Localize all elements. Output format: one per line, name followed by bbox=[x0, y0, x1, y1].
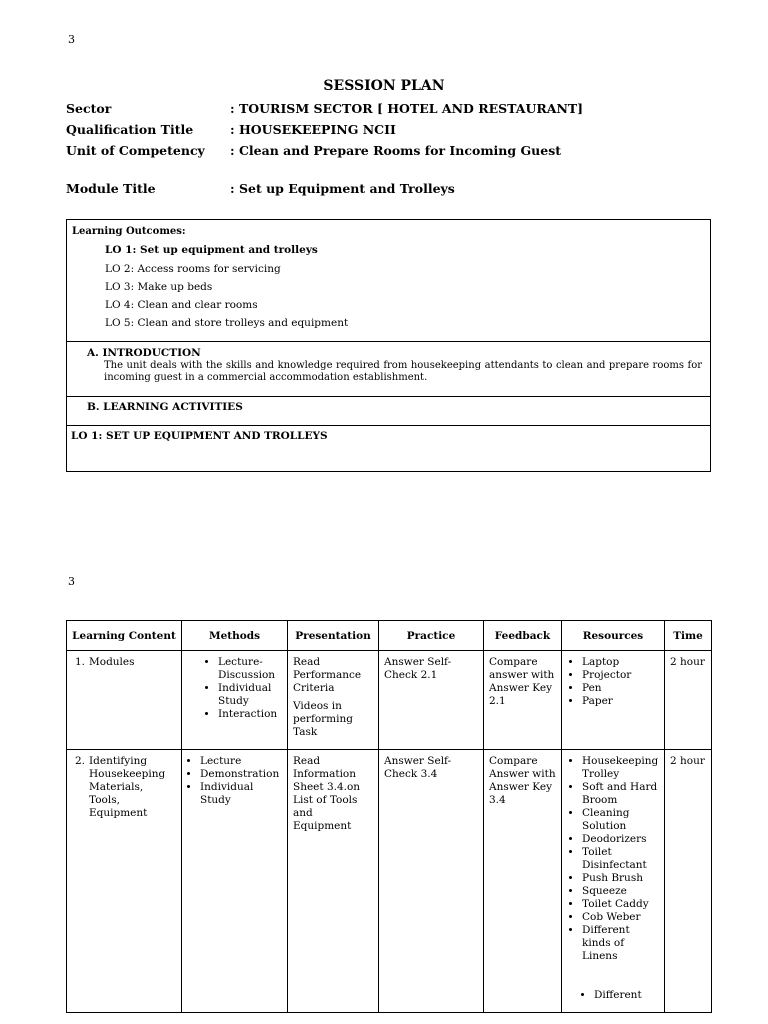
list-item: • Individual Study bbox=[200, 781, 282, 807]
learning-outcomes-box bbox=[66, 219, 711, 472]
outcome-item: LO 1: Set up equipment and trolleys bbox=[105, 244, 318, 256]
time-text: 2 hour bbox=[670, 755, 705, 767]
lo1-heading: LO 1: SET UP EQUIPMENT AND TROLLEYS bbox=[71, 430, 328, 442]
list-item: • Push Brush bbox=[582, 872, 659, 885]
list-item: • Deodorizers bbox=[582, 833, 659, 846]
divider bbox=[67, 425, 710, 426]
column-header: Presentation bbox=[288, 621, 379, 651]
sector-label: Sector bbox=[66, 101, 112, 116]
list-item: • Different bbox=[594, 989, 659, 1002]
practice-text: Answer Self-Check 3.4 bbox=[384, 755, 452, 780]
content-text: Modules bbox=[89, 656, 135, 668]
sector-value: : TOURISM SECTOR [ HOTEL AND RESTAURANT] bbox=[230, 101, 584, 116]
list-item: • Pen bbox=[582, 682, 659, 695]
column-header: Practice bbox=[379, 621, 484, 651]
list-item: • Toilet Disinfectant bbox=[582, 846, 659, 872]
table-header-row bbox=[67, 621, 712, 651]
page-number: 3 bbox=[68, 575, 75, 588]
list-item: • Different kinds of Linens bbox=[582, 924, 659, 963]
page-title: SESSION PLAN bbox=[323, 78, 445, 94]
outcomes-heading: Learning Outcomes: bbox=[72, 226, 186, 237]
methods-cell bbox=[182, 651, 288, 750]
row-number: 2. bbox=[75, 755, 86, 767]
unit-label: Unit of Competency bbox=[66, 143, 205, 158]
resources-cell bbox=[562, 750, 665, 1013]
module-label: Module Title bbox=[66, 181, 156, 196]
list-item: • Paper bbox=[582, 695, 659, 708]
outcome-item: LO 2: Access rooms for servicing bbox=[105, 263, 281, 275]
presentation-cell bbox=[288, 750, 379, 1013]
feedback-text: Compare answer with Answer Key 2.1 bbox=[489, 656, 555, 707]
outcome-item: LO 4: Clean and clear rooms bbox=[105, 299, 258, 311]
table-row bbox=[67, 750, 712, 1013]
time-cell bbox=[665, 651, 712, 750]
presentation-text: Read Information Sheet 3.4.on List of Tools and Equipment bbox=[293, 755, 361, 832]
row-number: 1. bbox=[75, 656, 86, 668]
column-header: Time bbox=[665, 621, 712, 651]
column-header: Learning Content bbox=[67, 621, 182, 651]
page-number: 3 bbox=[68, 33, 75, 46]
list-item: • Squeeze bbox=[582, 885, 659, 898]
list-item: • Toilet Caddy bbox=[582, 898, 659, 911]
activities-heading: B. LEARNING ACTIVITIES bbox=[87, 401, 243, 413]
time-text: 2 hour bbox=[670, 656, 705, 668]
methods-cell bbox=[182, 750, 288, 1013]
list-item: • Projector bbox=[582, 669, 659, 682]
presentation-text: Videos in performing Task bbox=[293, 700, 353, 738]
divider bbox=[67, 396, 710, 397]
list-item: • Interaction bbox=[218, 708, 282, 721]
practice-cell bbox=[379, 750, 484, 1013]
list-item: • Lecture-Discussion bbox=[218, 656, 282, 682]
feedback-text: Compare Answer with Answer Key 3.4 bbox=[489, 755, 556, 806]
feedback-cell bbox=[484, 750, 562, 1013]
list-item: • Cob Weber bbox=[582, 911, 659, 924]
column-header: Feedback bbox=[484, 621, 562, 651]
list-item: • Demonstration bbox=[200, 768, 282, 781]
list-item: • Individual Study bbox=[218, 682, 282, 708]
learning-content-cell bbox=[67, 750, 182, 1013]
presentation-cell bbox=[288, 651, 379, 750]
list-item: • Housekeeping Trolley bbox=[582, 755, 659, 781]
presentation-text: Read Performance Criteria bbox=[293, 656, 362, 694]
column-header: Resources bbox=[562, 621, 665, 651]
time-cell bbox=[665, 750, 712, 1013]
list-item: • Laptop bbox=[582, 656, 659, 669]
introduction-text: The unit deals with the skills and knowledge required from housekeeping attendants to clean and prepare rooms for incoming guest in a commercial accommodation establishment. bbox=[104, 360, 702, 383]
qualification-value: : HOUSEKEEPING NCII bbox=[230, 122, 396, 137]
unit-value: : Clean and Prepare Rooms for Incoming Guest bbox=[230, 143, 561, 158]
resources-cell bbox=[562, 651, 665, 750]
qualification-label: Qualification Title bbox=[66, 122, 194, 137]
learning-content-cell bbox=[67, 651, 182, 750]
session-plan-table bbox=[66, 620, 712, 1013]
list-item: • Lecture bbox=[200, 755, 282, 768]
feedback-cell bbox=[484, 651, 562, 750]
practice-text: Answer Self-Check 2.1 bbox=[384, 656, 452, 681]
module-value: : Set up Equipment and Trolleys bbox=[230, 181, 455, 196]
introduction-heading: A. INTRODUCTION bbox=[87, 347, 201, 359]
outcome-item: LO 3: Make up beds bbox=[105, 281, 213, 293]
column-header: Methods bbox=[182, 621, 288, 651]
outcome-item: LO 5: Clean and store trolleys and equipment bbox=[105, 317, 349, 329]
divider bbox=[67, 341, 710, 342]
list-item: • Soft and Hard Broom bbox=[582, 781, 659, 807]
table-row bbox=[67, 651, 712, 750]
list-item: • Cleaning Solution bbox=[582, 807, 659, 833]
practice-cell bbox=[379, 651, 484, 750]
content-text: Identifying Housekeeping Materials, Tools, Equipment bbox=[89, 755, 166, 819]
